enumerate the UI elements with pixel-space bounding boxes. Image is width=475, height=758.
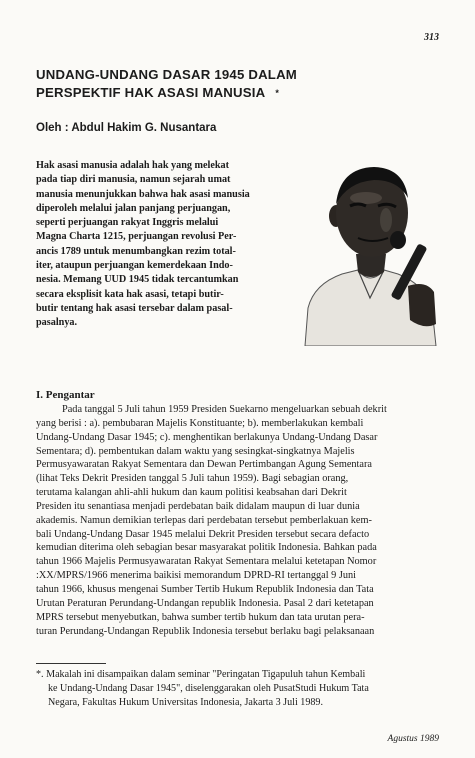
body-line: (lihat Teks Dekrit Presiden tanggal 5 Juli tahun 1959). Bagi sebagian orang, — [36, 473, 349, 485]
body-line: Undang-Undang Dasar 1945; c). menghentikan berlakunya Undang-Undang Dasar — [36, 431, 378, 443]
title-line-2: PERSPEKTIF HAK ASASI MANUSIA * — [36, 85, 280, 100]
body-line: tahun 1966 Majelis Permusyawaratan Rakyat Sementara melalui ketetapan Nomor — [36, 556, 377, 568]
abstract-line: iter, ataupun perjuangan kemerdekaan Indo- — [36, 260, 233, 272]
body-line: Sementara; d). pembentukan dalam waktu yang sesingkat-singkatnya Majelis — [36, 445, 355, 457]
abstract — [36, 159, 294, 331]
body-line: :XX/MPRS/1966 menerima baikisi memorandum DPRD-RI tertanggal 9 Juni — [36, 570, 357, 582]
body-line: terutama kalangan ahli-ahli hukum dan kaum politisi keabsahan dari Dekrit — [36, 487, 347, 499]
footnote-line: ke Undang-Undang Dasar 1945", diselenggarakan oleh PusatStudi Hukum Tata — [48, 683, 369, 694]
body-line: Permusyawaratan Rakyat Sementara dan Dewan Pertimbangan Agung Sementara — [36, 459, 372, 471]
body-line: akademis. Namun demikian terlepas dari perdebatan tersebut pemberlakuan kem- — [36, 514, 372, 526]
footnote-divider — [36, 663, 106, 664]
body-line: tahun 1966, khusus mengenai Sumber Tertib Hukum Republik Indonesia dan Tata — [36, 583, 374, 595]
page-number: 313 — [424, 32, 439, 43]
body-text — [36, 403, 444, 638]
title-line-1: UNDANG-UNDANG DASAR 1945 DALAM — [36, 67, 297, 82]
footnote-line: Negara, Fakultas Hukum Universitas Indonesia, Jakarta 3 Juli 1989. — [48, 697, 323, 708]
abstract-line: nesia. Memang UUD 1945 tidak tercantumkan — [36, 274, 239, 286]
section-heading: I. Pengantar — [36, 389, 95, 401]
body-line: kemudian diterima oleh sebagian besar masyarakat politik Indonesia. Bahkan pada — [36, 542, 377, 554]
footnote-line: *. Makalah ini disampaikan dalam seminar "Peringatan Tigapuluh tahun Kembali — [36, 669, 366, 680]
body-line: MPRS tersebut menyebutkan, bahwa sumber tertib hukum dan tata urutan pera- — [36, 611, 365, 623]
footnote — [36, 668, 444, 710]
abstract-line: butir tentang hak asasi tersebar dalam pasal- — [36, 302, 233, 314]
abstract-line: pasalnya. — [36, 317, 78, 329]
abstract-line: secara eksplisit kata hak asasi, tetapi butir- — [36, 288, 224, 300]
title-footnote-mark: * — [275, 88, 280, 98]
abstract-line: Hak asasi manusia adalah hak yang melekat — [36, 160, 230, 171]
author-byline: Oleh : Abdul Hakim G. Nusantara — [36, 122, 217, 134]
abstract-line: Magna Charta 1215, perjuangan revolusi Per- — [36, 231, 237, 243]
abstract-line: seperti perjuangan rakyat Inggris melalui — [36, 217, 219, 229]
body-line: bali Undang-Undang Dasar 1945 melalui Dekrit Presiden tersebut secara defacto — [36, 528, 370, 540]
body-line: Pada tanggal 5 Juli tahun 1959 Presiden Suekarno mengeluarkan sebuah dekrit — [62, 404, 387, 415]
author-photo — [300, 158, 440, 346]
body-line: yang berisi : a). pembubaran Majelis Konstituante; b). memberlakukan kembali — [36, 417, 364, 429]
body-line: turan Perundang-Undangan Republik Indonesia tersebut berlaku bagi pelaksanaan — [36, 625, 375, 637]
body-line: Presiden itu senantiasa menjadi perdebatan baik didalam maupun di luar dunia — [36, 500, 360, 512]
journal-issue-date: Agustus 1989 — [387, 734, 439, 744]
abstract-line: pada tiap diri manusia, namun sejarah umat — [36, 174, 231, 186]
article-title — [36, 66, 436, 102]
body-line: Urutan Peraturan Perundang-Undangan republik Indonesia. Pasal 2 dari ketetapan — [36, 597, 374, 609]
abstract-line: diperoleh melalui jalan panjang perjuangan, — [36, 202, 231, 214]
abstract-line: manusia menunjukkan bahwa hak asasi manusia — [36, 188, 250, 200]
abstract-line: ancis 1789 untuk menumbangkan rezim total- — [36, 245, 236, 257]
